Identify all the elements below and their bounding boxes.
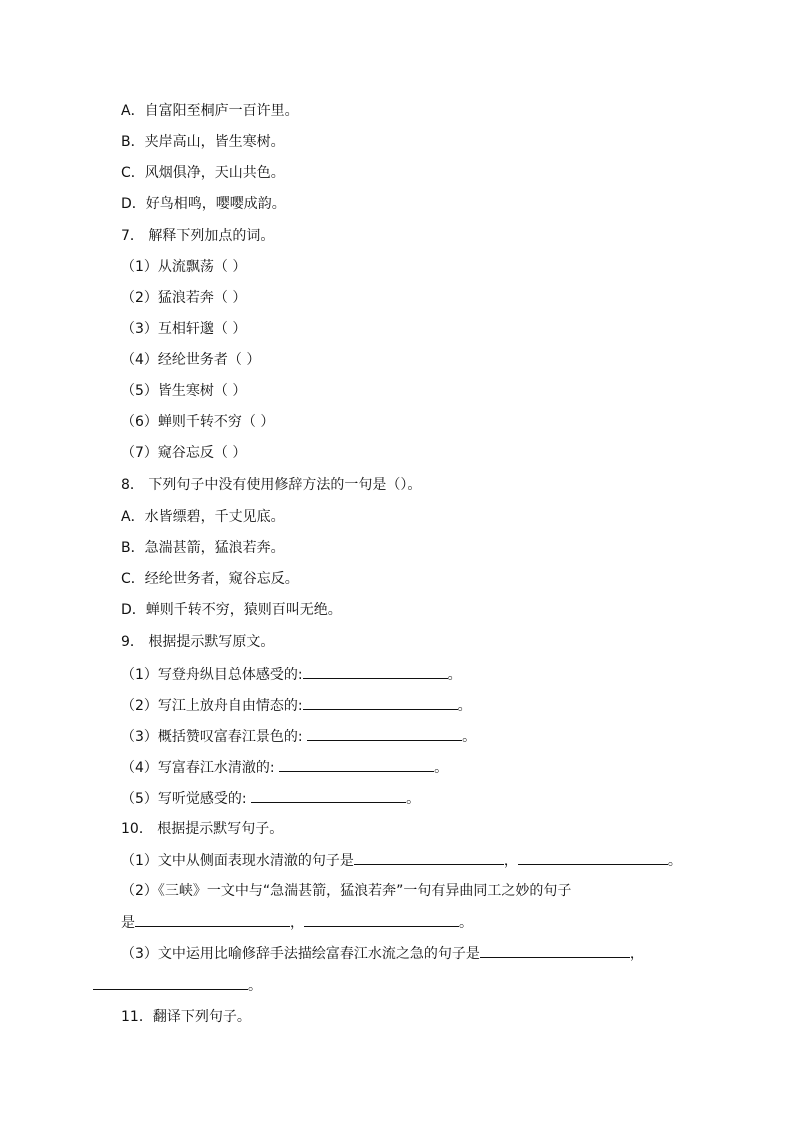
answer-blank[interactable] [135, 912, 290, 927]
q6-option-a: A．自富阳至桐庐一百许里。 [121, 103, 299, 119]
q6-option-d: D．好鸟相鸣，嘤嘤成韵。 [121, 196, 286, 212]
q7-stem: 7． 解释下列加点的词。 [121, 228, 275, 244]
q9-item-3 [121, 726, 476, 747]
q10-item-2-line-1: （2）《三峡》一文中与“急湍甚箭，猛浪若奔”一句有异曲同工之妙的句子 [121, 883, 572, 899]
q9-item-1-end: 。 [447, 667, 462, 683]
q10-item-2-comma: ， [290, 915, 304, 931]
q9-item-4 [121, 757, 448, 778]
answer-blank[interactable] [251, 788, 406, 803]
q10-item-3-prompt: （3）文中运用比喻修辞手法描绘富春江水流之急的句子是 [121, 946, 480, 962]
q10-stem: 10． 根据提示默写句子。 [121, 821, 284, 837]
q10-item-2-end: 。 [459, 915, 473, 931]
answer-blank[interactable] [354, 850, 504, 865]
q10-item-1-end: 。 [667, 853, 682, 869]
q9-item-3-end: 。 [462, 729, 477, 745]
q6-option-b: B．夹岸高山，皆生寒树。 [121, 134, 285, 150]
q8-stem: 8． 下列句子中没有使用修辞方法的一句是（）。 [121, 477, 422, 493]
answer-blank[interactable] [279, 757, 434, 772]
q7-item-2: （2）猛浪若奔（ ） [121, 290, 247, 306]
answer-blank[interactable] [303, 664, 448, 679]
q8-option-b: B．急湍甚箭，猛浪若奔。 [121, 540, 285, 556]
q7-item-1: （1）从流飘荡（ ） [121, 259, 247, 275]
q9-item-1-prompt: （1）写登舟纵目总体感受的: [121, 667, 303, 683]
q10-item-2-prefix: 是 [121, 915, 135, 931]
q10-item-3-line-1 [121, 943, 644, 964]
q7-item-5: （5）皆生寒树（ ） [121, 383, 247, 399]
q10-item-2-line-2 [121, 912, 473, 933]
q10-item-1-comma: ， [503, 853, 518, 869]
q9-item-2-prompt: （2）写江上放舟自由情态的: [121, 698, 303, 714]
q10-item-3-comma: ， [629, 946, 644, 962]
answer-blank[interactable] [307, 726, 462, 741]
q7-item-3: （3）互相轩邈（ ） [121, 321, 247, 337]
answer-blank[interactable] [303, 695, 458, 710]
q9-item-1 [121, 664, 462, 685]
answer-blank[interactable] [518, 850, 668, 865]
q8-option-d: D．蝉则千转不穷，猿则百叫无绝。 [121, 602, 342, 618]
q9-item-3-prompt: （3）概括赞叹富春江景色的: [121, 729, 308, 745]
q10-item-1-prompt: （1）文中从侧面表现水清澈的句子是 [121, 853, 354, 869]
q9-item-5 [121, 788, 420, 809]
q8-option-a: A．水皆缥碧，千丈见底。 [121, 509, 285, 525]
q8-option-c: C．经纶世务者，窥谷忘反。 [121, 571, 299, 587]
answer-blank[interactable] [93, 975, 248, 990]
q9-item-4-prompt: （4）写富春江水清澈的: [121, 760, 280, 776]
q9-item-4-end: 。 [434, 760, 449, 776]
q7-item-4: （4）经纶世务者（ ） [121, 352, 261, 368]
q9-item-2-end: 。 [457, 698, 472, 714]
q9-item-5-prompt: （5）写听觉感受的: [121, 791, 252, 807]
answer-blank[interactable] [480, 943, 630, 958]
q10-item-3-end: 。 [248, 978, 262, 994]
q6-option-c: C．风烟俱净，天山共色。 [121, 165, 285, 181]
q10-item-3-line-2 [93, 975, 262, 996]
answer-blank[interactable] [304, 912, 459, 927]
q7-item-6: （6）蝉则千转不穷（ ） [121, 414, 275, 430]
q10-item-1 [121, 850, 682, 871]
q7-item-7: （7）窥谷忘反（ ） [121, 445, 247, 461]
q9-item-2 [121, 695, 472, 716]
q11-stem: 11．翻译下列句子。 [121, 1009, 251, 1025]
q9-item-5-end: 。 [406, 791, 421, 807]
q9-stem: 9． 根据提示默写原文。 [121, 634, 275, 650]
